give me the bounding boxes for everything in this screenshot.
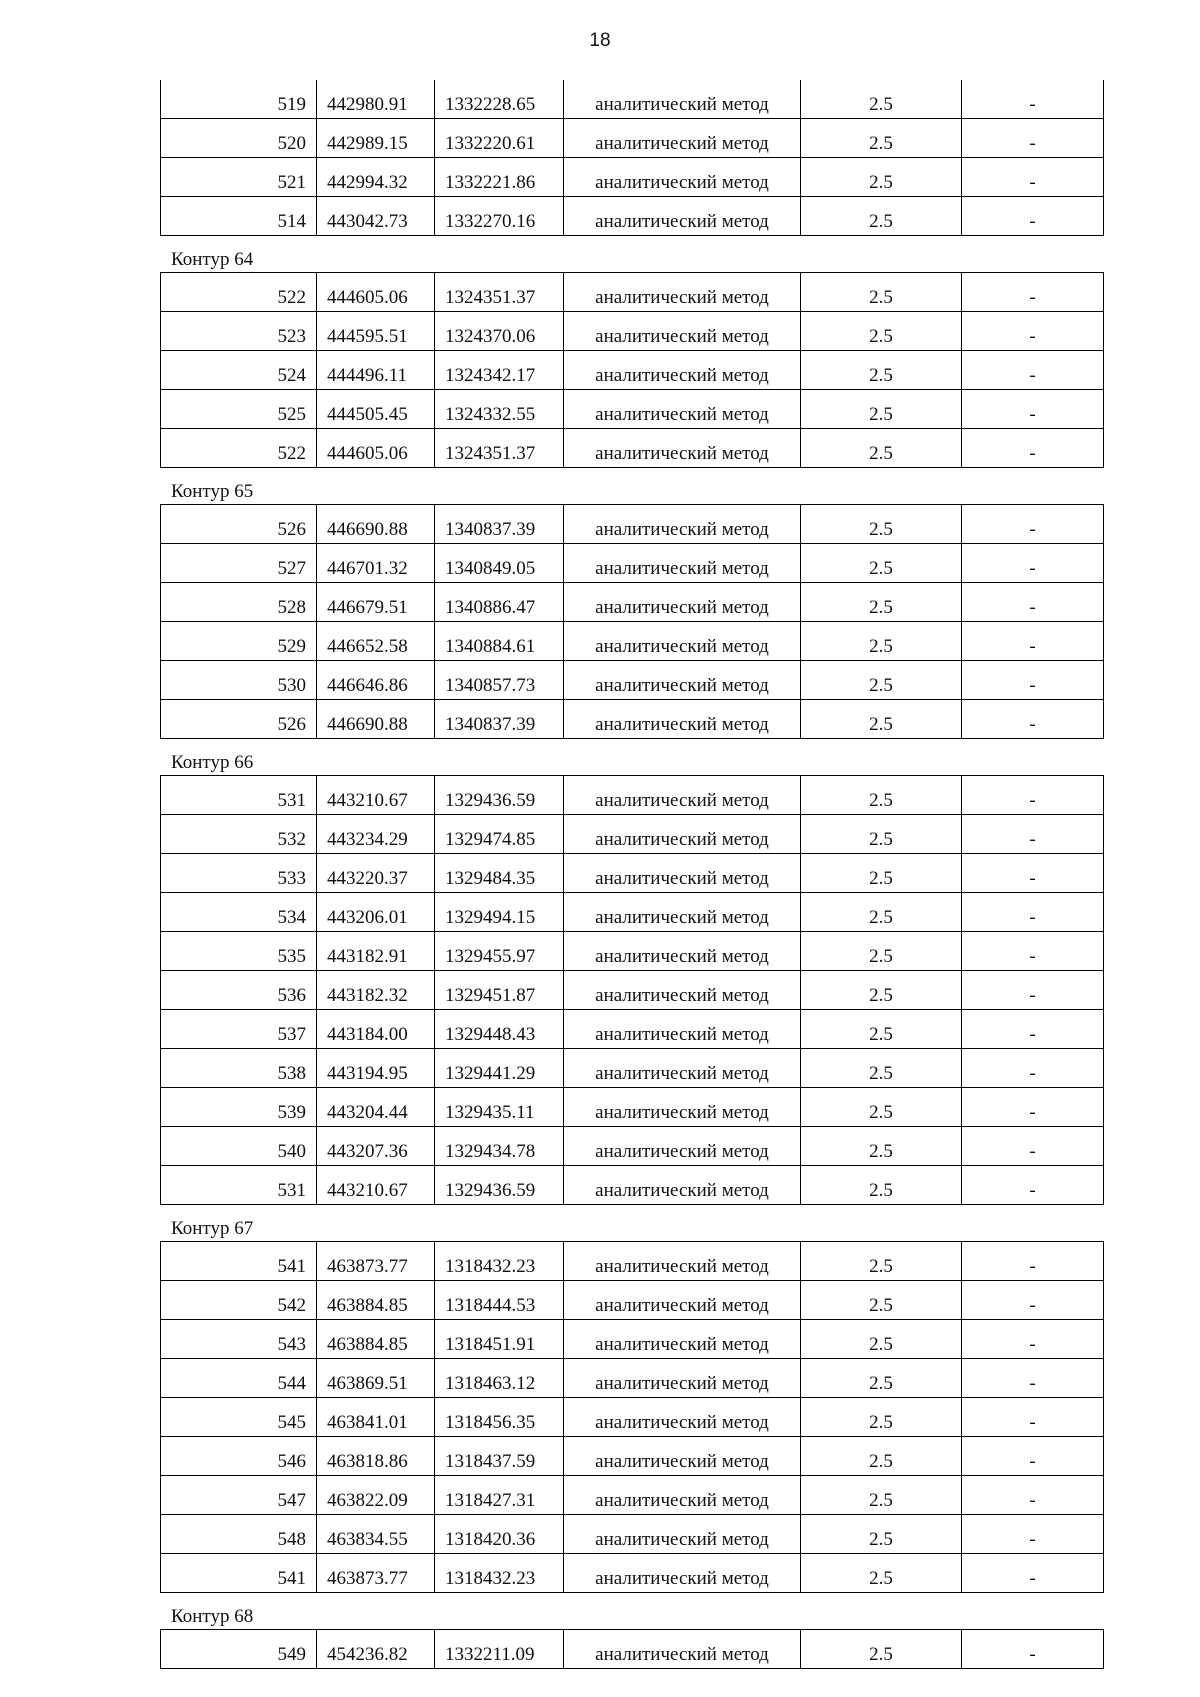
y-coordinate-cell: 1318432.23 bbox=[435, 1554, 564, 1593]
table-row bbox=[161, 1630, 1104, 1669]
table-row bbox=[161, 583, 1104, 622]
method-cell: аналитический метод bbox=[564, 273, 801, 312]
x-coordinate-cell: 446690.88 bbox=[317, 505, 435, 544]
description-cell: - bbox=[962, 544, 1104, 583]
x-coordinate-cell: 443042.73 bbox=[317, 197, 435, 236]
accuracy-cell: 2.5 bbox=[801, 1359, 962, 1398]
method-cell: аналитический метод bbox=[564, 197, 801, 236]
y-coordinate-cell: 1329484.35 bbox=[435, 854, 564, 893]
description-cell: - bbox=[962, 429, 1104, 468]
description-cell: - bbox=[962, 893, 1104, 932]
method-cell: аналитический метод bbox=[564, 893, 801, 932]
accuracy-cell: 2.5 bbox=[801, 119, 962, 158]
coordinates-table bbox=[160, 775, 1104, 1205]
x-coordinate-cell: 443204.44 bbox=[317, 1088, 435, 1127]
x-coordinate-cell: 446652.58 bbox=[317, 622, 435, 661]
accuracy-cell: 2.5 bbox=[801, 700, 962, 739]
point-number-cell: 514 bbox=[161, 197, 317, 236]
accuracy-cell: 2.5 bbox=[801, 1437, 962, 1476]
method-cell: аналитический метод bbox=[564, 429, 801, 468]
accuracy-cell: 2.5 bbox=[801, 854, 962, 893]
table-row bbox=[161, 815, 1104, 854]
point-number-cell: 520 bbox=[161, 119, 317, 158]
table-row bbox=[161, 390, 1104, 429]
method-cell: аналитический метод bbox=[564, 1554, 801, 1593]
method-cell: аналитический метод bbox=[564, 1242, 801, 1281]
description-cell: - bbox=[962, 700, 1104, 739]
point-number-cell: 539 bbox=[161, 1088, 317, 1127]
y-coordinate-cell: 1329451.87 bbox=[435, 971, 564, 1010]
description-cell: - bbox=[962, 158, 1104, 197]
x-coordinate-cell: 446690.88 bbox=[317, 700, 435, 739]
x-coordinate-cell: 444605.06 bbox=[317, 273, 435, 312]
method-cell: аналитический метод bbox=[564, 1476, 801, 1515]
method-cell: аналитический метод bbox=[564, 661, 801, 700]
contour-heading: Контур 66 bbox=[171, 752, 254, 773]
accuracy-cell: 2.5 bbox=[801, 1281, 962, 1320]
method-cell: аналитический метод bbox=[564, 1398, 801, 1437]
y-coordinate-cell: 1340857.73 bbox=[435, 661, 564, 700]
description-cell: - bbox=[962, 1398, 1104, 1437]
table-row bbox=[161, 1281, 1104, 1320]
table-row bbox=[161, 119, 1104, 158]
method-cell: аналитический метод bbox=[564, 1630, 801, 1669]
point-number-cell: 527 bbox=[161, 544, 317, 583]
y-coordinate-cell: 1329436.59 bbox=[435, 776, 564, 815]
y-coordinate-cell: 1329448.43 bbox=[435, 1010, 564, 1049]
point-number-cell: 541 bbox=[161, 1242, 317, 1281]
table-row bbox=[161, 1437, 1104, 1476]
table-row bbox=[161, 429, 1104, 468]
x-coordinate-cell: 463884.85 bbox=[317, 1320, 435, 1359]
y-coordinate-cell: 1318456.35 bbox=[435, 1398, 564, 1437]
y-coordinate-cell: 1329474.85 bbox=[435, 815, 564, 854]
contour-heading: Контур 65 bbox=[171, 481, 254, 502]
x-coordinate-cell: 443210.67 bbox=[317, 776, 435, 815]
accuracy-cell: 2.5 bbox=[801, 544, 962, 583]
x-coordinate-cell: 463884.85 bbox=[317, 1281, 435, 1320]
description-cell: - bbox=[962, 1359, 1104, 1398]
accuracy-cell: 2.5 bbox=[801, 1515, 962, 1554]
table-row bbox=[161, 932, 1104, 971]
y-coordinate-cell: 1332211.09 bbox=[435, 1630, 564, 1669]
x-coordinate-cell: 446679.51 bbox=[317, 583, 435, 622]
table-row bbox=[161, 273, 1104, 312]
point-number-cell: 522 bbox=[161, 429, 317, 468]
y-coordinate-cell: 1332228.65 bbox=[435, 80, 564, 119]
accuracy-cell: 2.5 bbox=[801, 1088, 962, 1127]
x-coordinate-cell: 444496.11 bbox=[317, 351, 435, 390]
method-cell: аналитический метод bbox=[564, 622, 801, 661]
coordinates-table bbox=[160, 1241, 1104, 1593]
y-coordinate-cell: 1340837.39 bbox=[435, 700, 564, 739]
x-coordinate-cell: 443182.32 bbox=[317, 971, 435, 1010]
table-row bbox=[161, 1515, 1104, 1554]
point-number-cell: 522 bbox=[161, 273, 317, 312]
accuracy-cell: 2.5 bbox=[801, 197, 962, 236]
description-cell: - bbox=[962, 1320, 1104, 1359]
point-number-cell: 529 bbox=[161, 622, 317, 661]
point-number-cell: 531 bbox=[161, 776, 317, 815]
table-row bbox=[161, 1398, 1104, 1437]
x-coordinate-cell: 442989.15 bbox=[317, 119, 435, 158]
accuracy-cell: 2.5 bbox=[801, 429, 962, 468]
table-row bbox=[161, 622, 1104, 661]
y-coordinate-cell: 1340886.47 bbox=[435, 583, 564, 622]
accuracy-cell: 2.5 bbox=[801, 351, 962, 390]
x-coordinate-cell: 463869.51 bbox=[317, 1359, 435, 1398]
coordinates-table bbox=[160, 504, 1104, 739]
description-cell: - bbox=[962, 854, 1104, 893]
method-cell: аналитический метод bbox=[564, 1281, 801, 1320]
method-cell: аналитический метод bbox=[564, 505, 801, 544]
table-row bbox=[161, 312, 1104, 351]
y-coordinate-cell: 1329455.97 bbox=[435, 932, 564, 971]
table-row bbox=[161, 700, 1104, 739]
x-coordinate-cell: 443210.67 bbox=[317, 1166, 435, 1205]
method-cell: аналитический метод bbox=[564, 776, 801, 815]
table-row bbox=[161, 1088, 1104, 1127]
method-cell: аналитический метод bbox=[564, 544, 801, 583]
description-cell: - bbox=[962, 1437, 1104, 1476]
point-number-cell: 538 bbox=[161, 1049, 317, 1088]
table-row bbox=[161, 1320, 1104, 1359]
method-cell: аналитический метод bbox=[564, 80, 801, 119]
x-coordinate-cell: 463873.77 bbox=[317, 1242, 435, 1281]
description-cell: - bbox=[962, 776, 1104, 815]
accuracy-cell: 2.5 bbox=[801, 273, 962, 312]
accuracy-cell: 2.5 bbox=[801, 1320, 962, 1359]
description-cell: - bbox=[962, 197, 1104, 236]
accuracy-cell: 2.5 bbox=[801, 622, 962, 661]
accuracy-cell: 2.5 bbox=[801, 1630, 962, 1669]
x-coordinate-cell: 444605.06 bbox=[317, 429, 435, 468]
accuracy-cell: 2.5 bbox=[801, 1242, 962, 1281]
description-cell: - bbox=[962, 1166, 1104, 1205]
y-coordinate-cell: 1318444.53 bbox=[435, 1281, 564, 1320]
accuracy-cell: 2.5 bbox=[801, 893, 962, 932]
table-row bbox=[161, 197, 1104, 236]
x-coordinate-cell: 463822.09 bbox=[317, 1476, 435, 1515]
table-row bbox=[161, 1554, 1104, 1593]
x-coordinate-cell: 442980.91 bbox=[317, 80, 435, 119]
point-number-cell: 526 bbox=[161, 700, 317, 739]
description-cell: - bbox=[962, 815, 1104, 854]
method-cell: аналитический метод bbox=[564, 1515, 801, 1554]
accuracy-cell: 2.5 bbox=[801, 932, 962, 971]
description-cell: - bbox=[962, 1242, 1104, 1281]
point-number-cell: 530 bbox=[161, 661, 317, 700]
table-row bbox=[161, 893, 1104, 932]
x-coordinate-cell: 442994.32 bbox=[317, 158, 435, 197]
point-number-cell: 549 bbox=[161, 1630, 317, 1669]
x-coordinate-cell: 463841.01 bbox=[317, 1398, 435, 1437]
point-number-cell: 546 bbox=[161, 1437, 317, 1476]
table-row bbox=[161, 1359, 1104, 1398]
point-number-cell: 525 bbox=[161, 390, 317, 429]
y-coordinate-cell: 1329435.11 bbox=[435, 1088, 564, 1127]
accuracy-cell: 2.5 bbox=[801, 312, 962, 351]
description-cell: - bbox=[962, 1088, 1104, 1127]
description-cell: - bbox=[962, 390, 1104, 429]
description-cell: - bbox=[962, 312, 1104, 351]
x-coordinate-cell: 463834.55 bbox=[317, 1515, 435, 1554]
accuracy-cell: 2.5 bbox=[801, 661, 962, 700]
x-coordinate-cell: 443194.95 bbox=[317, 1049, 435, 1088]
point-number-cell: 528 bbox=[161, 583, 317, 622]
y-coordinate-cell: 1318420.36 bbox=[435, 1515, 564, 1554]
description-cell: - bbox=[962, 1554, 1104, 1593]
x-coordinate-cell: 463818.86 bbox=[317, 1437, 435, 1476]
y-coordinate-cell: 1332221.86 bbox=[435, 158, 564, 197]
description-cell: - bbox=[962, 622, 1104, 661]
description-cell: - bbox=[962, 583, 1104, 622]
accuracy-cell: 2.5 bbox=[801, 1010, 962, 1049]
x-coordinate-cell: 443207.36 bbox=[317, 1127, 435, 1166]
description-cell: - bbox=[962, 273, 1104, 312]
y-coordinate-cell: 1329436.59 bbox=[435, 1166, 564, 1205]
y-coordinate-cell: 1332270.16 bbox=[435, 197, 564, 236]
point-number-cell: 540 bbox=[161, 1127, 317, 1166]
y-coordinate-cell: 1318437.59 bbox=[435, 1437, 564, 1476]
description-cell: - bbox=[962, 932, 1104, 971]
coordinates-table bbox=[160, 1629, 1104, 1669]
table-row bbox=[161, 351, 1104, 390]
table-row bbox=[161, 544, 1104, 583]
y-coordinate-cell: 1340884.61 bbox=[435, 622, 564, 661]
table-row bbox=[161, 1476, 1104, 1515]
point-number-cell: 542 bbox=[161, 1281, 317, 1320]
accuracy-cell: 2.5 bbox=[801, 80, 962, 119]
point-number-cell: 524 bbox=[161, 351, 317, 390]
y-coordinate-cell: 1324351.37 bbox=[435, 273, 564, 312]
description-cell: - bbox=[962, 1049, 1104, 1088]
method-cell: аналитический метод bbox=[564, 119, 801, 158]
description-cell: - bbox=[962, 1630, 1104, 1669]
coordinates-table bbox=[160, 80, 1104, 236]
accuracy-cell: 2.5 bbox=[801, 583, 962, 622]
method-cell: аналитический метод bbox=[564, 815, 801, 854]
description-cell: - bbox=[962, 1010, 1104, 1049]
description-cell: - bbox=[962, 80, 1104, 119]
method-cell: аналитический метод bbox=[564, 854, 801, 893]
coordinates-table bbox=[160, 272, 1104, 468]
y-coordinate-cell: 1324342.17 bbox=[435, 351, 564, 390]
table-row bbox=[161, 1166, 1104, 1205]
accuracy-cell: 2.5 bbox=[801, 1398, 962, 1437]
description-cell: - bbox=[962, 971, 1104, 1010]
accuracy-cell: 2.5 bbox=[801, 390, 962, 429]
x-coordinate-cell: 443234.29 bbox=[317, 815, 435, 854]
table-row bbox=[161, 505, 1104, 544]
accuracy-cell: 2.5 bbox=[801, 815, 962, 854]
y-coordinate-cell: 1324332.55 bbox=[435, 390, 564, 429]
accuracy-cell: 2.5 bbox=[801, 776, 962, 815]
point-number-cell: 536 bbox=[161, 971, 317, 1010]
accuracy-cell: 2.5 bbox=[801, 158, 962, 197]
y-coordinate-cell: 1340837.39 bbox=[435, 505, 564, 544]
method-cell: аналитический метод bbox=[564, 312, 801, 351]
method-cell: аналитический метод bbox=[564, 700, 801, 739]
point-number-cell: 521 bbox=[161, 158, 317, 197]
table-row bbox=[161, 661, 1104, 700]
y-coordinate-cell: 1324351.37 bbox=[435, 429, 564, 468]
x-coordinate-cell: 446701.32 bbox=[317, 544, 435, 583]
y-coordinate-cell: 1318463.12 bbox=[435, 1359, 564, 1398]
x-coordinate-cell: 443206.01 bbox=[317, 893, 435, 932]
y-coordinate-cell: 1340849.05 bbox=[435, 544, 564, 583]
point-number-cell: 541 bbox=[161, 1554, 317, 1593]
y-coordinate-cell: 1329434.78 bbox=[435, 1127, 564, 1166]
contour-heading: Контур 64 bbox=[171, 249, 254, 270]
x-coordinate-cell: 443184.00 bbox=[317, 1010, 435, 1049]
table-row bbox=[161, 1242, 1104, 1281]
accuracy-cell: 2.5 bbox=[801, 1049, 962, 1088]
table-row bbox=[161, 971, 1104, 1010]
point-number-cell: 537 bbox=[161, 1010, 317, 1049]
table-row bbox=[161, 854, 1104, 893]
accuracy-cell: 2.5 bbox=[801, 1127, 962, 1166]
description-cell: - bbox=[962, 1281, 1104, 1320]
accuracy-cell: 2.5 bbox=[801, 1554, 962, 1593]
point-number-cell: 548 bbox=[161, 1515, 317, 1554]
y-coordinate-cell: 1318451.91 bbox=[435, 1320, 564, 1359]
y-coordinate-cell: 1329494.15 bbox=[435, 893, 564, 932]
page-number: 18 bbox=[589, 30, 611, 51]
x-coordinate-cell: 463873.77 bbox=[317, 1554, 435, 1593]
point-number-cell: 523 bbox=[161, 312, 317, 351]
description-cell: - bbox=[962, 1476, 1104, 1515]
table-row bbox=[161, 1010, 1104, 1049]
description-cell: - bbox=[962, 1127, 1104, 1166]
table-row bbox=[161, 158, 1104, 197]
x-coordinate-cell: 444505.45 bbox=[317, 390, 435, 429]
table-row bbox=[161, 1049, 1104, 1088]
x-coordinate-cell: 454236.82 bbox=[317, 1630, 435, 1669]
method-cell: аналитический метод bbox=[564, 1359, 801, 1398]
method-cell: аналитический метод bbox=[564, 1127, 801, 1166]
accuracy-cell: 2.5 bbox=[801, 1166, 962, 1205]
x-coordinate-cell: 443220.37 bbox=[317, 854, 435, 893]
point-number-cell: 535 bbox=[161, 932, 317, 971]
point-number-cell: 534 bbox=[161, 893, 317, 932]
point-number-cell: 544 bbox=[161, 1359, 317, 1398]
point-number-cell: 531 bbox=[161, 1166, 317, 1205]
accuracy-cell: 2.5 bbox=[801, 505, 962, 544]
y-coordinate-cell: 1318432.23 bbox=[435, 1242, 564, 1281]
accuracy-cell: 2.5 bbox=[801, 971, 962, 1010]
y-coordinate-cell: 1332220.61 bbox=[435, 119, 564, 158]
method-cell: аналитический метод bbox=[564, 1088, 801, 1127]
method-cell: аналитический метод bbox=[564, 971, 801, 1010]
y-coordinate-cell: 1318427.31 bbox=[435, 1476, 564, 1515]
table-row bbox=[161, 776, 1104, 815]
accuracy-cell: 2.5 bbox=[801, 1476, 962, 1515]
method-cell: аналитический метод bbox=[564, 390, 801, 429]
x-coordinate-cell: 443182.91 bbox=[317, 932, 435, 971]
method-cell: аналитический метод bbox=[564, 1166, 801, 1205]
y-coordinate-cell: 1329441.29 bbox=[435, 1049, 564, 1088]
point-number-cell: 519 bbox=[161, 80, 317, 119]
point-number-cell: 543 bbox=[161, 1320, 317, 1359]
method-cell: аналитический метод bbox=[564, 1320, 801, 1359]
method-cell: аналитический метод bbox=[564, 158, 801, 197]
point-number-cell: 526 bbox=[161, 505, 317, 544]
description-cell: - bbox=[962, 661, 1104, 700]
method-cell: аналитический метод bbox=[564, 1010, 801, 1049]
x-coordinate-cell: 446646.86 bbox=[317, 661, 435, 700]
contour-heading: Контур 67 bbox=[171, 1218, 254, 1239]
document-body bbox=[160, 80, 1067, 1669]
method-cell: аналитический метод bbox=[564, 583, 801, 622]
point-number-cell: 533 bbox=[161, 854, 317, 893]
y-coordinate-cell: 1324370.06 bbox=[435, 312, 564, 351]
table-row bbox=[161, 1127, 1104, 1166]
method-cell: аналитический метод bbox=[564, 1437, 801, 1476]
description-cell: - bbox=[962, 1515, 1104, 1554]
contour-heading: Контур 68 bbox=[171, 1606, 254, 1627]
table-row bbox=[161, 80, 1104, 119]
point-number-cell: 545 bbox=[161, 1398, 317, 1437]
method-cell: аналитический метод bbox=[564, 351, 801, 390]
point-number-cell: 532 bbox=[161, 815, 317, 854]
method-cell: аналитический метод bbox=[564, 1049, 801, 1088]
x-coordinate-cell: 444595.51 bbox=[317, 312, 435, 351]
description-cell: - bbox=[962, 505, 1104, 544]
method-cell: аналитический метод bbox=[564, 932, 801, 971]
description-cell: - bbox=[962, 351, 1104, 390]
point-number-cell: 547 bbox=[161, 1476, 317, 1515]
description-cell: - bbox=[962, 119, 1104, 158]
